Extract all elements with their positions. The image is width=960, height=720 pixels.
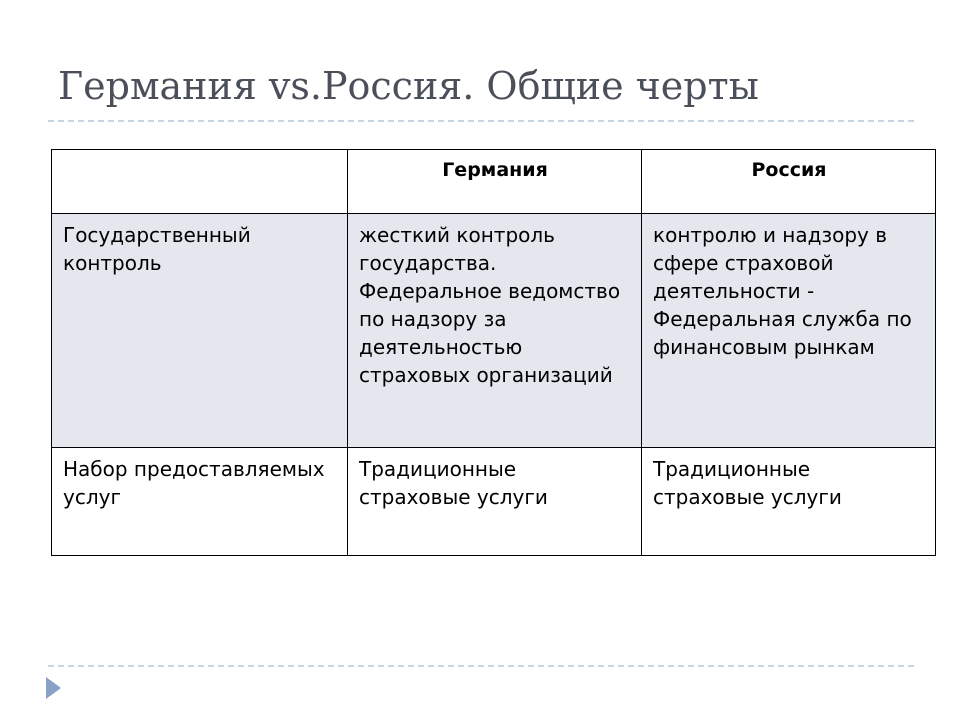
footer-divider bbox=[48, 665, 914, 667]
cell-germany: Традиционные страховые услуги bbox=[348, 448, 642, 556]
header-germany: Германия bbox=[348, 150, 642, 214]
cell-germany: жесткий контроль государства. Федеральное ведомство по надзору за деятельностью страховых организаций bbox=[348, 214, 642, 448]
triangle-right-icon bbox=[46, 677, 61, 699]
header-russia: Россия bbox=[642, 150, 936, 214]
cell-russia: контролю и надзору в сфере страховой деятельности - Федеральная служба по финансовым рынкам bbox=[642, 214, 936, 448]
comparison-table bbox=[51, 149, 936, 556]
row-label: Государственный контроль bbox=[52, 214, 348, 448]
row-label: Набор предоставляемых услуг bbox=[52, 448, 348, 556]
slide-title: Германия vs.Россия. Общие черты bbox=[58, 64, 759, 108]
table-row bbox=[52, 448, 936, 556]
cell-russia: Традиционные страховые услуги bbox=[642, 448, 936, 556]
table-row bbox=[52, 214, 936, 448]
title-divider bbox=[48, 120, 914, 122]
header-empty-cell bbox=[52, 150, 348, 214]
table-header-row bbox=[52, 150, 936, 214]
